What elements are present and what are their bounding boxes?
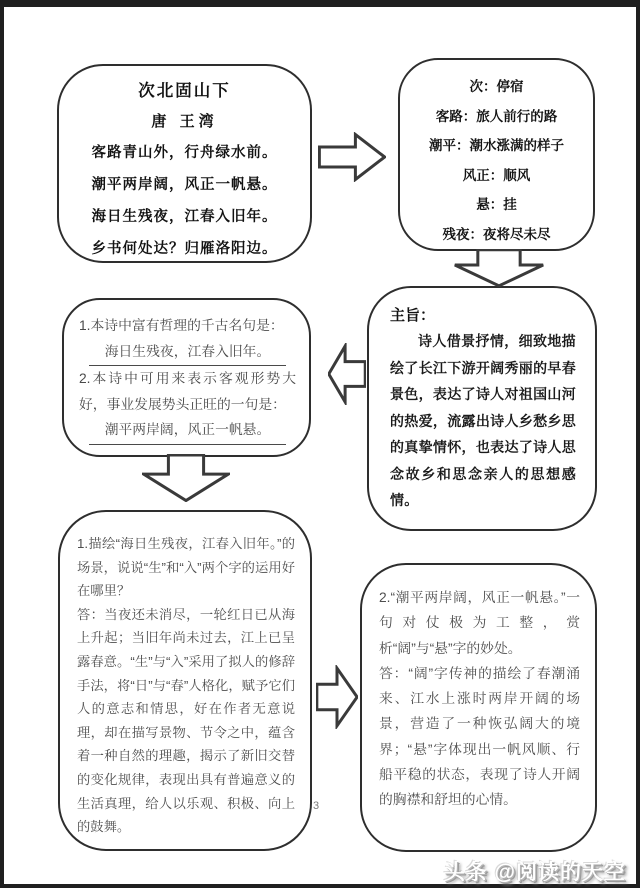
famous-answer-2: 潮平两岸阔，风正一帆悬。 — [79, 417, 296, 445]
poem-line: 潮平两岸阔，风正一帆悬。 — [91, 176, 278, 193]
poem-line: 海日生残夜，江春入旧年。 — [91, 208, 278, 225]
note-line: 潮平：潮水涨满的样子 — [429, 138, 564, 154]
analysis-2-answer: 答：“阔”字传神的描绘了春潮涌来、江水上涨时两岸开阔的场景，营造了一种恢弘阔大的境界；“悬”字体现出一帆风顺、行船平稳的状态，表现了诗人开阔的胸襟和舒坦的心情。 — [379, 665, 580, 808]
note-line: 悬：挂 — [476, 197, 517, 213]
document-page — [4, 7, 636, 884]
poem-author: 唐 王湾 — [151, 112, 218, 130]
theme-heading: 主旨： — [390, 306, 436, 324]
theme-box — [367, 286, 597, 531]
famous-question-1: 1.本诗中富有哲理的千古名句是： — [79, 318, 284, 333]
famous-answer-1: 海日生残夜，江春入旧年。 — [79, 339, 296, 367]
note-line: 残夜：夜将尽未尽 — [442, 226, 551, 243]
arrow-down-icon — [453, 249, 545, 287]
famous-lines-box — [62, 298, 311, 457]
arrow-right-icon — [318, 132, 386, 182]
poem-line: 乡书何处达？归雁洛阳边。 — [91, 240, 278, 257]
analysis-box-2 — [360, 563, 597, 852]
poem-box — [57, 64, 312, 263]
note-line: 风正：顺风 — [462, 167, 531, 184]
poem-line: 客路青山外，行舟绿水前。 — [91, 144, 278, 161]
famous-question-2: 2.本诗中可用来表示客观形势大好，事业发展势头正旺的一句是： — [79, 371, 296, 412]
note-line: 客路：旅人前行的路 — [435, 108, 558, 125]
analysis-1-answer: 答：当夜还未消尽，一轮红日已从海上升起；当旧年尚未过去，江上已呈露春意。“生”与“入”采用了拟人的修辞手法，将“日”与“春”人格化，赋予它们人的意志和情思，好在作者无意说理，却在描写景物、节令之中，蕴含着一种自然的理趣，揭示了新旧交替的变化规律，表现出具有普遍意义的生活真理，给人以乐观、积极、向上的鼓舞。 — [77, 606, 295, 835]
theme-body: 诗人借景抒情，细致地描绘了长江下游开阔秀丽的早春景色，表达了诗人对祖国山河的热爱，流露出诗人乡愁乡思的真挚情怀，也表达了诗人思念故乡和思念亲人的思想感情。 — [390, 334, 576, 509]
analysis-2-question: 2.“潮平两岸阔，风正一帆悬。”一句对仗极为工整，赏析“阔”与“悬”字的妙处。 — [379, 590, 580, 656]
arrow-left-icon — [328, 343, 366, 405]
analysis-1-question: 1.描绘“海日生残夜，江春入旧年。”的场景，说说“生”和“入”两个字的运用好在哪里？ — [77, 536, 295, 599]
watermark-label: 头条 @阅读的天空 — [443, 861, 626, 884]
analysis-box-1 — [58, 510, 312, 851]
page-number: 3 — [313, 800, 320, 812]
arrow-right-icon — [316, 665, 358, 729]
poem-title: 次北固山下 — [138, 81, 231, 100]
arrow-down-icon — [142, 454, 230, 502]
note-line: 次：停宿 — [469, 79, 524, 95]
word-notes-box — [398, 58, 595, 251]
